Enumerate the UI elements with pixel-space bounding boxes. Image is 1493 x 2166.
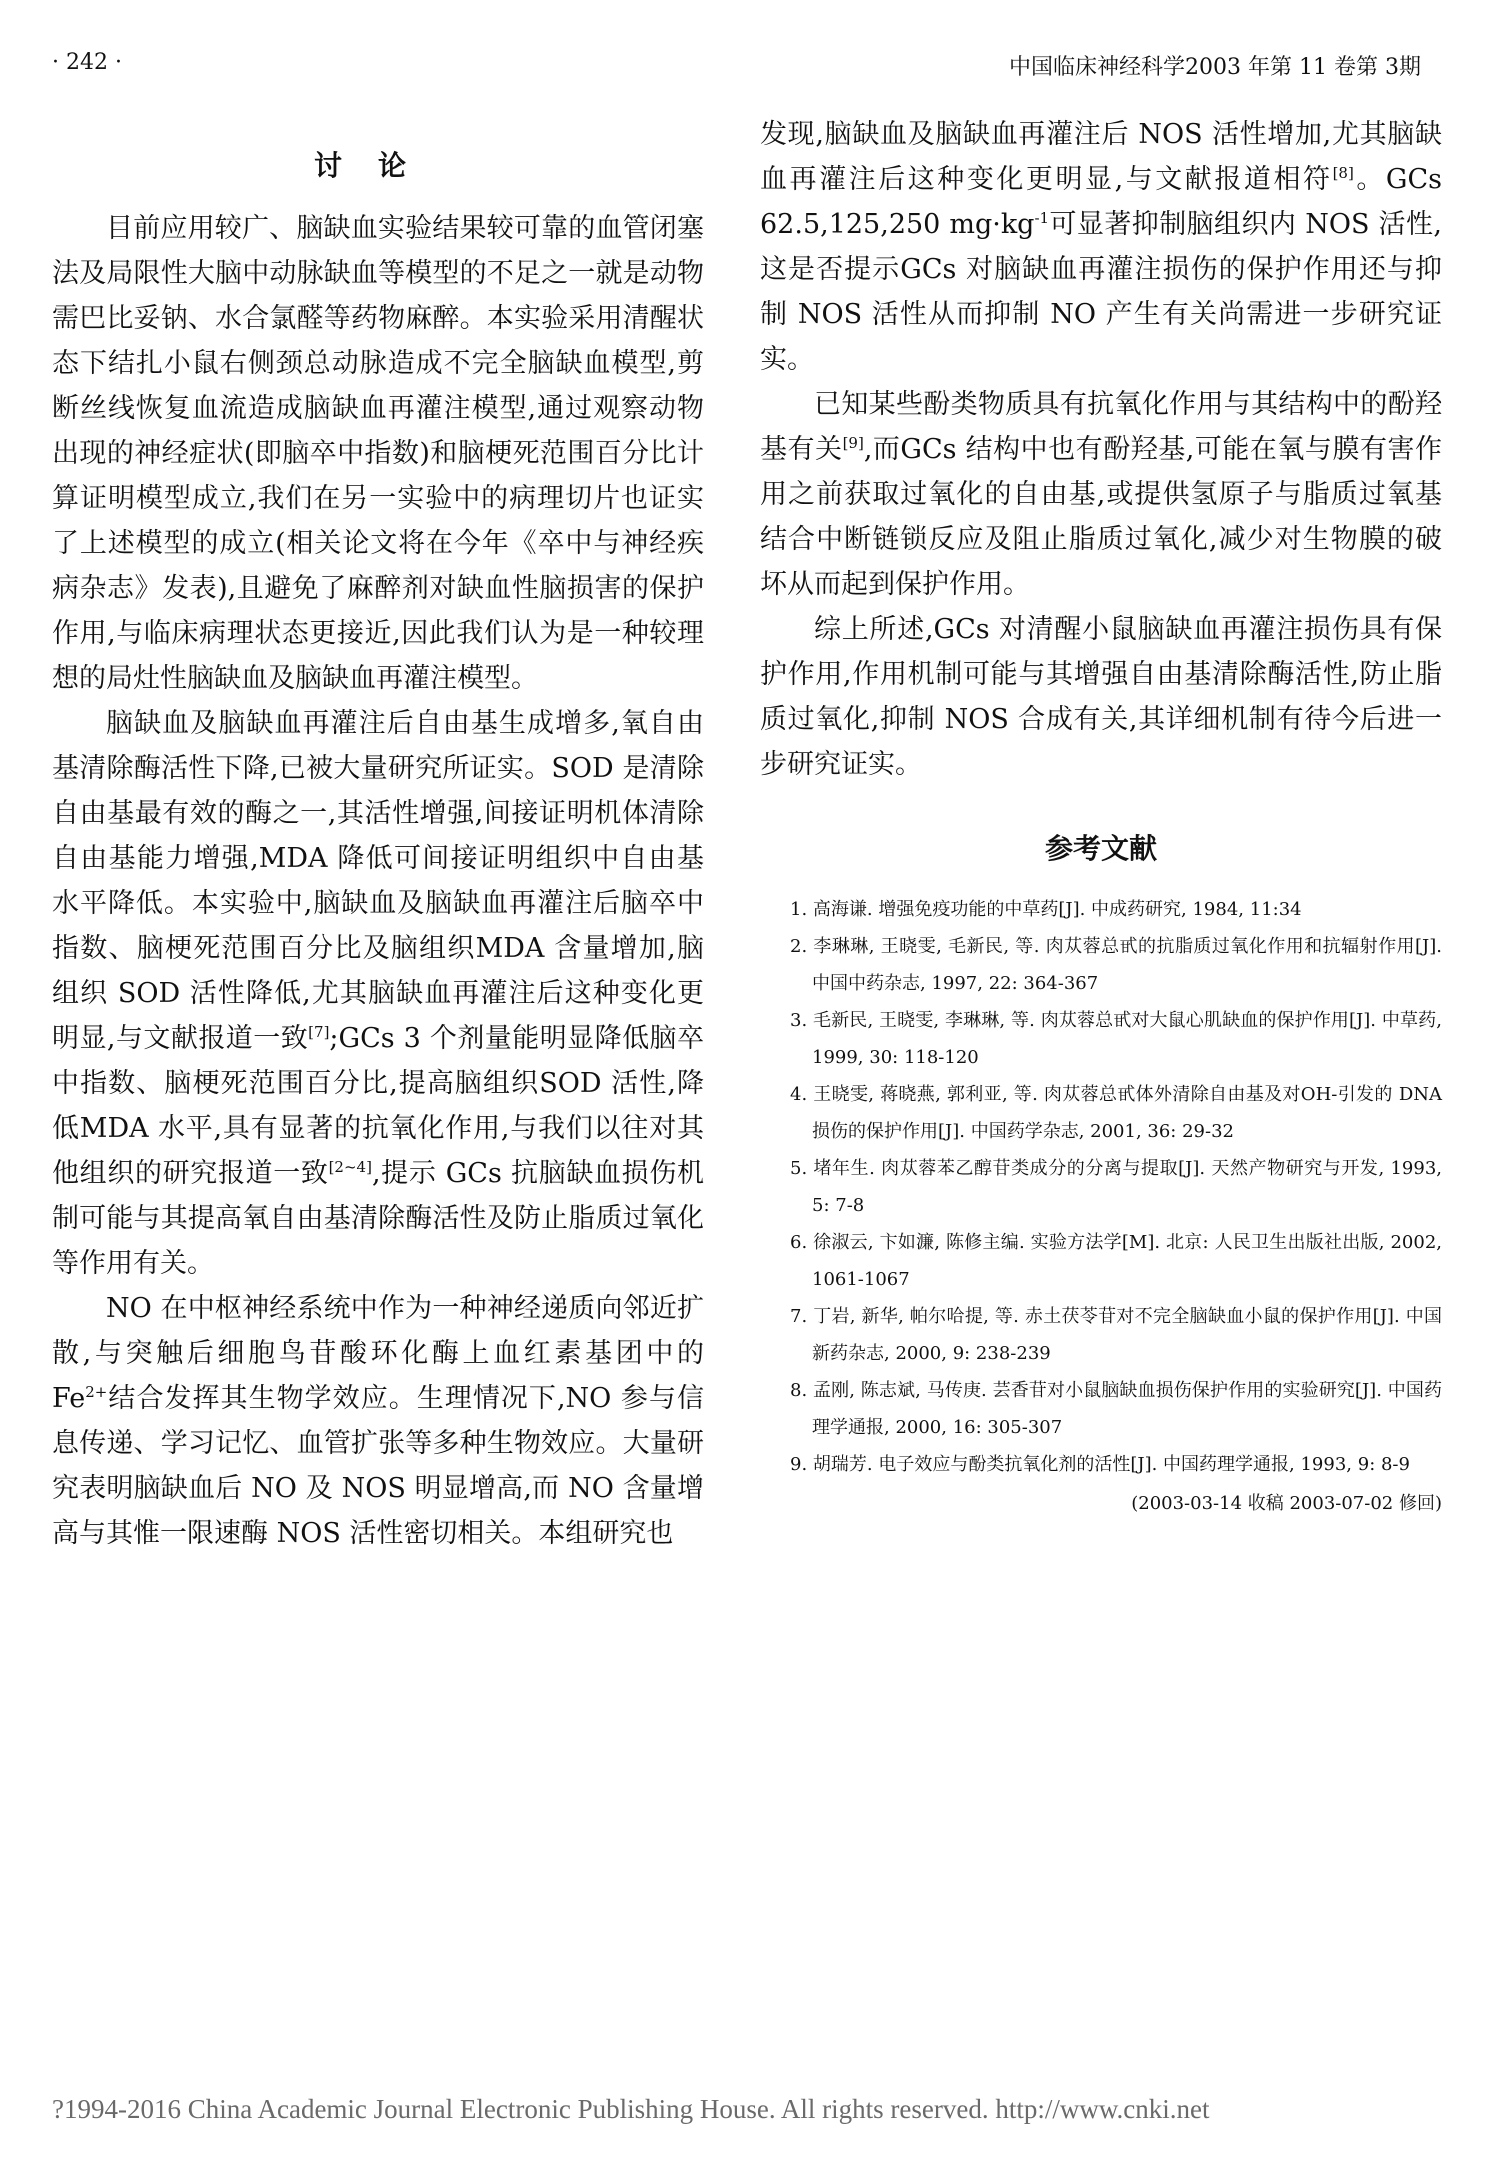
nos-text-c: 可显著抑制脑组织内 NOS 活性,这是否提示GCs 对脑缺血再灌注损伤的保护作用还与抑制 NOS 活性从而抑制 NO 产生有关尚需进一步研究证实。 — [760, 209, 1442, 375]
citation-7: [7] — [308, 1023, 330, 1041]
paragraph-2-end: ,提示 GCs 抗脑缺血损伤机制可能与其提高氧自由基清除酶活性及防止脂质过氧化等作用有关。 — [52, 1158, 704, 1279]
discussion-title: 讨论 — [313, 149, 442, 182]
unit-superscript: -1 — [1034, 209, 1050, 227]
discussion-paragraph-2 — [52, 701, 704, 1286]
reference-item: 8. 孟刚, 陈志斌, 马传庚. 芸香苷对小鼠脑缺血损伤保护作用的实验研究[J]. 中国药理学通报, 2000, 16: 305-307 — [790, 1380, 1442, 1438]
discussion-paragraph-3-continued — [760, 112, 1442, 382]
nos-text-a: 发现,脑缺血及脑缺血再灌注后 NOS 活性增加,尤其脑缺血再灌注后这种变化更明显,与文献报道相符 — [760, 119, 1442, 195]
nos-text-b: 。GCs 62.5,125,250 mg·kg — [760, 164, 1442, 240]
paragraph-2-start: 脑缺血及脑缺血再灌注后自由基生成增多,氧自由基清除酶活性下降,已被大量研究所证实。SOD 是清除自由基最有效的酶之一,其活性增强,间接证明机体清除自由基能力增强,MDA 降低可间接证明组织中自由基水平降低。本实验中,脑缺血及脑缺血再灌注后脑卒中指数、脑梗死范围百分比及脑组织MDA 含量增加,脑组织 SOD 活性降低,尤其脑缺血再灌注后这种变化更明显,与文献报道一致 — [52, 708, 704, 1054]
discussion-paragraph-1: 目前应用较广、脑缺血实验结果较可靠的血管闭塞法及局限性大脑中动脉缺血等模型的不足之一就是动物需巴比妥钠、水合氯醛等药物麻醉。本实验采用清醒状态下结扎小鼠右侧颈总动脉造成不完全脑缺血模型,剪断丝线恢复血流造成脑缺血再灌注模型,通过观察动物出现的神经症状(即脑卒中指数)和脑梗死范围百分比计算证明模型成立,我们在另一实验中的病理切片也证实了上述模型的成立(相关论文将在今年《卒中与神经疾病杂志》发表),且避免了麻醉剂对缺血性脑损害的保护作用,与临床病理状态更接近,因此我们认为是一种较理想的局灶性脑缺血及脑缺血再灌注模型。 — [52, 213, 704, 694]
reference-item: 7. 丁岩, 新华, 帕尔哈提, 等. 赤土茯苓苷对不完全脑缺血小鼠的保护作用[J]. 中国新药杂志, 2000, 9: 238-239 — [790, 1306, 1442, 1364]
reference-item: 3. 毛新民, 王晓雯, 李琳琳, 等. 肉苁蓉总甙对大鼠心肌缺血的保护作用[J]. 中草药, 1999, 30: 118-120 — [790, 1010, 1442, 1068]
fe-superscript: 2+ — [85, 1383, 108, 1401]
reference-item: 9. 胡瑞芳. 电子效应与酚类抗氧化剂的活性[J]. 中国药理学通报, 1993, 9: 8-9 — [790, 1454, 1410, 1475]
citation-9: [9] — [842, 434, 864, 452]
paragraph-3-start: NO 在中枢神经系统中作为一种神经递质向邻近扩散,与突触后细胞鸟苷酸环化酶上血红素基团中的Fe — [52, 1293, 704, 1414]
reference-item: 1. 高海谦. 增强免疫功能的中草药[J]. 中成药研究, 1984, 11:34 — [790, 899, 1302, 920]
reference-item: 2. 李琳琳, 王晓雯, 毛新民, 等. 肉苁蓉总甙的抗脂质过氧化作用和抗辐射作用[J]. 中国中药杂志, 1997, 22: 364-367 — [790, 936, 1442, 994]
reference-item: 4. 王晓雯, 蒋晓燕, 郭利亚, 等. 肉苁蓉总甙体外清除自由基及对OH-引发的 DNA 损伤的保护作用[J]. 中国药学杂志, 2001, 36: 29-32 — [790, 1084, 1442, 1142]
left-column — [52, 110, 704, 1556]
discussion-paragraph-5: 综上所述,GCs 对清醒小鼠脑缺血再灌注损伤具有保护作用,作用机制可能与其增强自由基清除酶活性,防止脂质过氧化,抑制 NOS 合成有关,其详细机制有待今后进一步研究证实。 — [760, 614, 1442, 780]
citation-8: [8] — [1332, 164, 1354, 182]
received-dates: (2003-03-14 收稿 2003-07-02 修回) — [1131, 1493, 1442, 1514]
citation-2-4: [2~4] — [328, 1158, 372, 1176]
reference-item: 5. 堵年生. 肉苁蓉苯乙醇苷类成分的分离与提取[J]. 天然产物研究与开发, 1993, 5: 7-8 — [790, 1158, 1442, 1216]
references-title: 参考文献 — [1044, 832, 1157, 865]
paragraph-2-middle: ;GCs 3 个剂量能明显降低脑卒中指数、脑梗死范围百分比,提高脑组织SOD 活性,降低MDA 水平,具有显著的抗氧化作用,与我们以往对其他组织的研究报道一致 — [52, 1023, 704, 1189]
discussion-paragraph-3 — [52, 1286, 704, 1556]
journal-header: 中国临床神经科学2003 年第 11 卷第 3期 — [1009, 55, 1421, 80]
reference-item: 6. 徐淑云, 卞如濂, 陈修主编. 实验方法学[M]. 北京: 人民卫生出版社出版, 2002, 1061-1067 — [790, 1232, 1442, 1290]
paragraph-3-end: 结合发挥其生物学效应。生理情况下,NO 参与信息传递、学习记忆、血管扩张等多种生物效应。大量研究表明脑缺血后 NO 及 NOS 明显增高,而 NO 含量增高与其惟一限速酶 NOS 活性密切相关。本组研究也 — [52, 1383, 704, 1549]
phenol-text-a: 已知某些酚类物质具有抗氧化作用与其结构中的酚羟基有关 — [760, 389, 1442, 465]
discussion-paragraph-4 — [760, 382, 1442, 607]
page-number: · 242 · — [52, 50, 122, 75]
reference-list — [760, 891, 1442, 1483]
right-column — [760, 112, 1442, 1515]
copyright-footer: ?1994-2016 China Academic Journal Electronic Publishing House. All rights reserved. http://www.cnki.net — [52, 2094, 1210, 2124]
phenol-text-b: ,而GCs 结构中也有酚羟基,可能在氧与膜有害作用之前获取过氧化的自由基,或提供氢原子与脂质过氧基结合中断链锁反应及阻止脂质过氧化,减少对生物膜的破坏从而起到保护作用。 — [760, 434, 1442, 600]
